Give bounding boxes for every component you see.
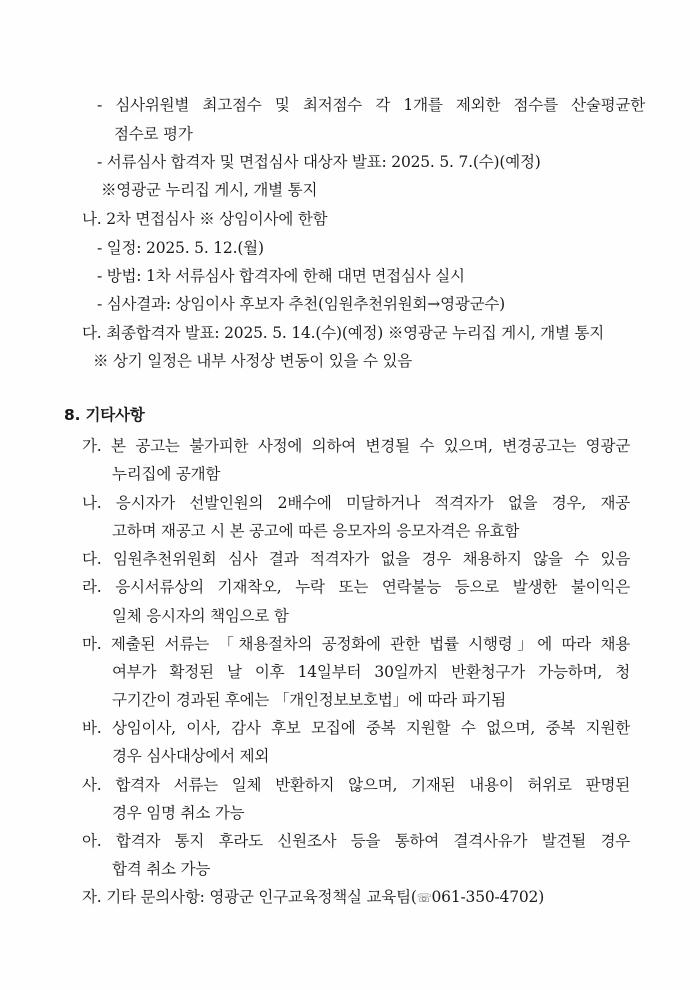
contact-line [82, 887, 544, 908]
text-line: - 일정: 2025. 5. 12.(월) [97, 239, 264, 257]
text-line: 마. 제출된 서류는 「채용절차의 공정화에 관한 법률 시행령」에 따라 채용 [82, 635, 630, 653]
text-line: 경우 임명 취소 가능 [112, 804, 245, 822]
text-line: 사. 합격자 서류는 일체 반환하지 않으며, 기재된 내용이 허위로 판명된 [82, 776, 630, 794]
text-line: 여부가 확정된 날 이후 14일부터 30일까지 반환청구가 가능하며, 청 [112, 663, 630, 681]
text-line: 경우 심사대상에서 제외 [112, 747, 270, 765]
text-line: 구기간이 경과된 후에는 「개인정보보호법」에 따라 파기됨 [112, 691, 507, 709]
text-line: 다. 최종합격자 발표: 2025. 5. 14.(수)(예정) ※영광군 누리집 게시, 개별 통지 [82, 324, 605, 342]
contact-prefix: 자. 기타 문의사항: 영광군 인구교육정책실 교육팀( [82, 888, 417, 906]
text-line: 아. 합격자 통지 후라도 신원조사 등을 통하여 결격사유가 발견될 경우 [82, 832, 630, 850]
text-line: - 서류심사 합격자 및 면접심사 대상자 발표: 2025. 5. 7.(수)(예정) [97, 153, 541, 171]
phone-number: 061-350-4702 [431, 888, 539, 906]
text-line: 라. 응시서류상의 기재착오, 누락 또는 연락불능 등으로 발생한 불이익은 [82, 578, 630, 596]
phone-icon: ☏ [416, 891, 432, 905]
text-line: ※ 상기 일정은 내부 사정상 변동이 있을 수 있음 [93, 352, 413, 370]
text-line: ※영광군 누리집 게시, 개별 통지 [101, 181, 318, 199]
text-line: 바. 상임이사, 이사, 감사 후보 모집에 중복 지원할 수 없으며, 중복 지원한 [82, 719, 630, 737]
contact-suffix: ) [538, 888, 545, 906]
text-line: 누리집에 공개함 [112, 465, 221, 483]
text-line: - 심사위원별 최고점수 및 최저점수 각 1개를 제외한 점수를 산술평균한 [97, 96, 645, 114]
text-line: 나. 2차 면접심사 ※ 상임이사에 한함 [82, 210, 328, 228]
text-line: 점수로 평가 [114, 125, 193, 143]
text-line: - 방법: 1차 서류심사 합격자에 한해 대면 면접심사 실시 [97, 267, 465, 285]
section-8-heading: 8. 기타사항 [64, 406, 145, 424]
text-line: 합격 취소 가능 [112, 860, 211, 878]
text-line: 나. 응시자가 선발인원의 2배수에 미달하거나 적격자가 없을 경우, 재공 [82, 494, 630, 512]
text-line: 가. 본 공고는 불가피한 사정에 의하여 변경될 수 있으며, 변경공고는 영광군 [82, 437, 630, 455]
text-line: 일체 응시자의 책임으로 함 [112, 607, 289, 625]
text-line: 다. 임원추천위원회 심사 결과 적격자가 없을 경우 채용하지 않을 수 있음 [82, 550, 630, 568]
text-line: - 심사결과: 상임이사 후보자 추천(임원추천위원회→영광군수) [97, 295, 506, 313]
text-line: 고하며 재공고 시 본 공고에 따른 응모자의 응모자격은 유효함 [112, 522, 520, 540]
